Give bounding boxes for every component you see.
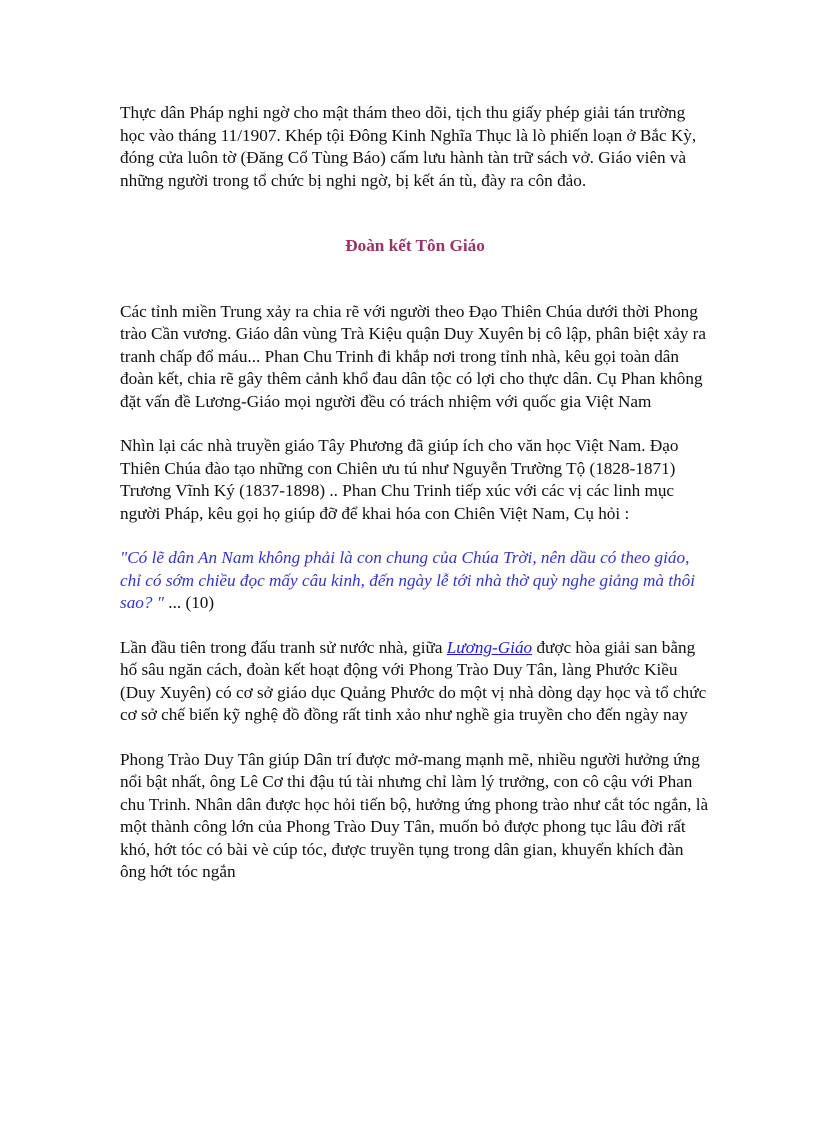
section-heading: Đoàn kết Tôn Giáo (345, 236, 485, 255)
paragraph-french-suppression: Thực dân Pháp nghi ngờ cho mật thám theo dõi, tịch thu giấy phép giải tán trường học vào tháng 11/1907. Khép tội Đông Kinh Nghĩa Thục là lò phiến loạn ở Bắc Kỳ, đóng cửa luôn tờ (Đăng Cổ Tùng Báo) cấm lưu hành tàn trữ sách vở. Giáo viên và những người trong tổ chức bị nghi ngờ, bị kết án tù, đày ra côn đảo. (120, 103, 697, 190)
paragraph-missionaries: Nhìn lại các nhà truyền giáo Tây Phương đã giúp ích cho văn học Việt Nam. Đạo Thiên Chúa đào tạo những con Chiên ưu tú như Nguyễn Trường Tộ (1828-1871) Trương Vĩnh Ký (1837-1898) .. Phan Chu Trinh tiếp xúc với các vị các linh mục người Pháp, kêu gọi họ giúp đỡ để khai hóa con Chiên Việt Nam, Cụ hỏi : (120, 436, 679, 523)
quote-text: "Có lẽ dân An Nam không phải là con chung của Chúa Trời, nên dầu có theo giáo, chỉ có sớm chiều đọc mấy câu kinh, đến ngày lễ tới nhà thờ quỳ nghe giảng mà thôi sao? " (120, 548, 696, 612)
paragraph-reconciliation (120, 637, 710, 727)
paragraph-reconciliation-intro: Lần đầu tiên trong đấu tranh sử nước nhà, giữa (120, 637, 447, 657)
quote-paragraph (120, 547, 710, 615)
quote-citation: ... (10) (163, 593, 215, 612)
document-page (120, 102, 710, 884)
paragraph-religious-division: Các tỉnh miền Trung xảy ra chia rẽ với người theo Đạo Thiên Chúa dưới thời Phong trào Cần vương. Giáo dân vùng Trà Kiệu quận Duy Xuyên bị cô lập, phân biệt xảy ra tranh chấp đổ máu... Phan Chu Trinh đi khắp nơi trong tỉnh nhà, kêu gọi toàn dân đoàn kết, chia rẽ gây thêm cảnh khổ đau dân tộc có lợi cho thực dân. Cụ Phan không đặt vấn đề Lương-Giáo mọi người đều có trách nhiệm với quốc gia Việt Nam (120, 301, 706, 411)
luong-giao-link[interactable]: Lương-Giáo (446, 637, 533, 657)
paragraph-reconciliation-rest: được hòa giải san bằng hố sâu ngăn cách, đoàn kết hoạt động với Phong Trào Duy Tân, làng Phước Kiều (Duy Xuyên) có cơ sở giáo dục Quảng Phước do một vị nhà dòng dạy học và tổ chức cơ sở chế biến kỹ nghệ đồ đồng rất tinh xảo như nghề gia truyền cho đến ngày nay (120, 637, 707, 724)
paragraph-duy-tan-movement: Phong Trào Duy Tân giúp Dân trí được mở-mang mạnh mẽ, nhiều người hưởng ứng nổi bật nhất, ông Lê Cơ thi đậu tú tài nhưng chỉ làm lý trưởng, con cô cậu với Phan chu Trinh. Nhân dân được học hỏi tiến bộ, hưởng ứng phong trào như cắt tóc ngắn, là một thành công lớn của Phong Trào Duy Tân, muốn bỏ được phong tục lâu đời rất khó, hớt tóc có bài vè cúp tóc, được truyền tụng trong dân gian, khuyến khích đàn ông hớt tóc ngắn (120, 749, 709, 881)
